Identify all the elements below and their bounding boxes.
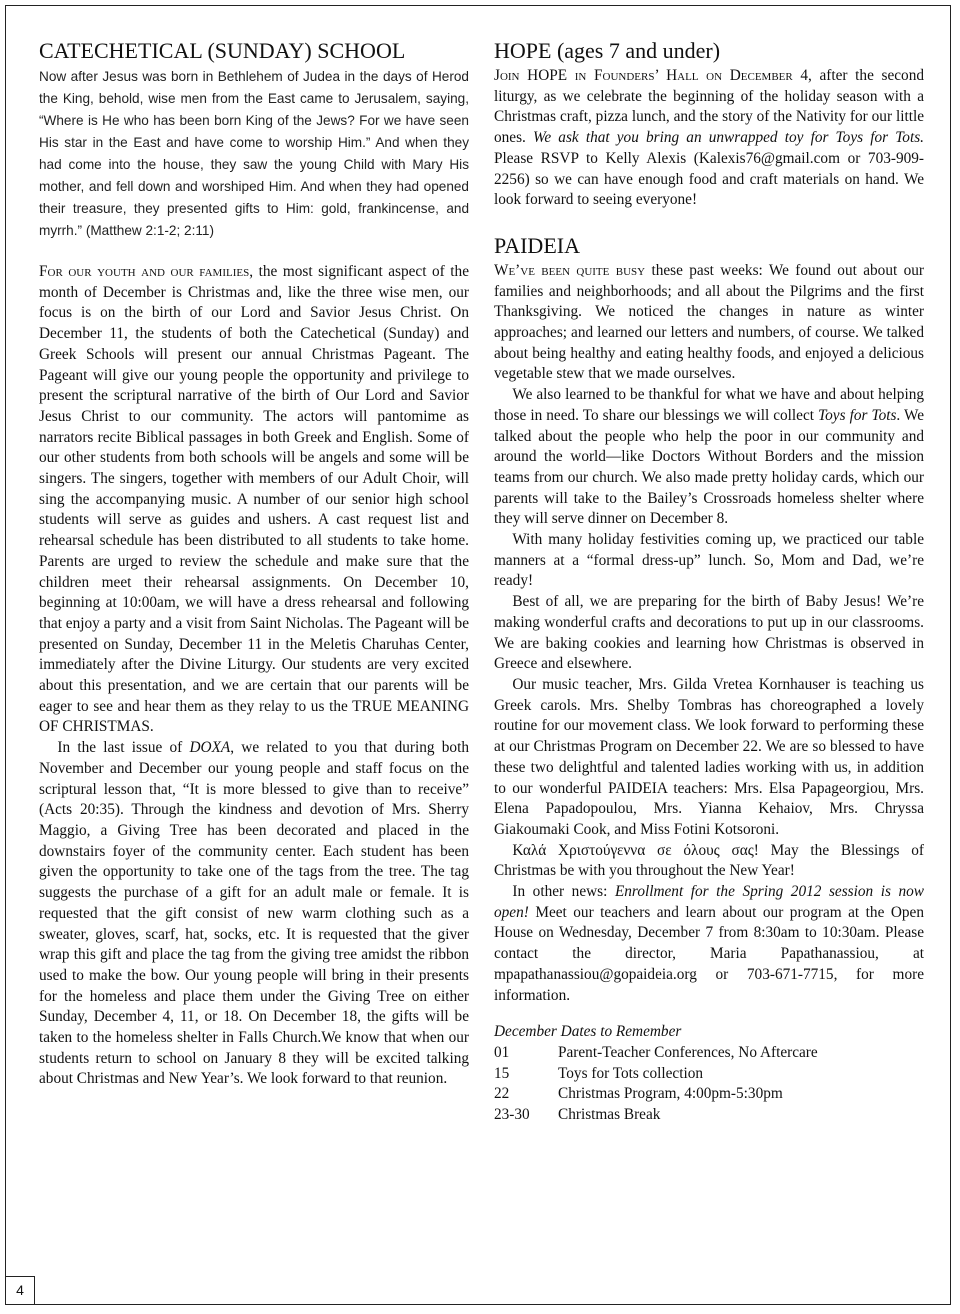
- hope-paragraph: Join HOPE in Founders’ Hall on December 4, after the second liturgy, as we celebrate the beginning of the holiday season with a Christmas craft, pizza lunch, and the story of the Nativity for our little ones. We ask that you bring an unwrapped toy for Toys for Tots. Please RSVP to Kelly Alexis (Kalexis76@gmail.com or 703-909-2256) so we can have enough food and craft materials on hand. We look forward to seeing everyone!: [494, 67, 924, 209]
- paideia-paragraph-1: We’ve been quite busy these past weeks: We found out about our families and neighborhoods; and all about the Pilgrims and the first Thanksgiving. We noticed the changes in nature as winter approaches; and learned our letters and numbers, of course. We talked about being healthy and eating healthy foods, and enjoyed a delicious vegetable stew that we made ourselves.: [494, 261, 924, 383]
- paideia-body: [494, 261, 924, 1006]
- right-column: [494, 38, 924, 1126]
- pageant-paragraph: For our youth and our families, the most significant aspect of the month of December is Christmas and, like the three wise men, our focus is on the birth of our Lord and Savior Jesus Christ. On December 11, the students of both the Catechetical (Sunday) and Greek Schools will present our annual Christmas Pageant. The Pageant will give our young people the opportunity and privilege to present the scriptural narrative of the birth of Our Lord and Savior Jesus Christ to our community. The actors will pantomime as narrators recite Biblical passages in both Greek and English. Some of our other students from both schools will be angels and some will be singers. The singers, together with members of our Adult Choir, will sing the accompanying music. A number of our senior high school students will serve as guides and ushers. A cast request list and rehearsal schedule has been distributed to all students to take home. Parents are urged to review the schedule and make sure that the children meet their rehearsal assignments. On December 10, beginning at 10:00am, we will have a dress rehearsal and following that enjoy a party and a visit from Saint Nicholas. The Pageant will be presented on Sunday, December 11 in the Meletis Charuhas Center, immediately after the Divine Liturgy. Our students are very excited about this presentation, and we are certain that our parents will be eager to see and hear them as they relay to us the TRUE MEANING OF CHRISTMAS.: [39, 263, 469, 736]
- page-number: 4: [5, 1276, 35, 1305]
- doxa-title: DOXA: [189, 739, 231, 757]
- table-row: 15 Toys for Tots collection: [494, 1064, 703, 1082]
- scripture-quote: Now after Jesus was born in Bethlehem of Judea in the days of Herod the King, behold, wise men from the East came to Jerusalem, saying, “Where is He who has been born King of the Jews? For we have seen His star in the East and have come to worship Him.” And when they had come into the house, they saw the young Child with Mary His mother, and fell down and worshiped Him. And when they had opened their treasure, they presented gifts to Him: gold, frankincense, and myrrh.” (Matthew 2:1-2; 2:11): [39, 69, 469, 238]
- table-row: 23-30 Christmas Break: [494, 1106, 661, 1124]
- paideia-heading: PAIDEIA: [494, 232, 580, 258]
- paideia-paragraph-5: Our music teacher, Mrs. Gilda Vretea Kornhauser is teaching us Greek carols. Mrs. Shelby Tombras has choreographed a lovely routine for our movement class. We look forward to performing these at our Christmas Program on December 22. We are so blessed to have these two delightful and talented ladies working with us, in addition to our wonderful PAIDEIA teachers: Mrs. Elsa Papageorgiou, Mrs. Elena Papadopoulou, Mrs. Yianna Kehaiov, Mrs. Chryssa Giakoumaki Cook, and Miss Fotini Kotsoroni.: [494, 675, 924, 838]
- paideia-paragraph-6: Καλά Χριστούγεννα σε όλους σας! May the Blessings of Christmas be with you throughout the New Year!: [494, 841, 924, 880]
- left-column: [39, 38, 469, 1090]
- catechetical-body: [39, 262, 469, 1090]
- paideia-paragraph-7: In other news: Enrollment for the Spring 2012 session is now open! Meet our teachers and learn about our program at the Open House on Wednesday, December 7 from 8:30am to 10:30am. Please contact the director, Maria Papathanassiou, at mpapathanassiou@gopaideia.org or 703-671-7715, for more information.: [494, 883, 925, 1004]
- paideia-paragraph-4: Best of all, we are preparing for the birth of Baby Jesus! We’re making wonderful crafts and decorations to put up in our classrooms. We are baking cookies and learning how Christmas is observed in Greece and elsewhere.: [494, 593, 924, 673]
- dates-title: December Dates to Remember: [494, 1023, 682, 1041]
- table-row: 22 Christmas Program, 4:00pm-5:30pm: [494, 1085, 783, 1103]
- giving-tree-paragraph: In the last issue of DOXA, we related to you that during both November and December our young people and staff focus on the scriptural lesson that, “It is more blessed to give than to receive” (Acts 20:35). Through the kindness and devotion of Mrs. Sherry Maggio, a Giving Tree has been decorated and placed in the downstairs foyer of the community center. Each student has been given the opportunity to take one of the tags from the tree. The tag suggests the purchase of a gift for an adult male or female. It is requested that the gift consist of new warm clothing such as a sweater, gloves, scarf, hat, socks, etc. It is requested that the giver wrap this gift and place the tag from the giving tree amidst the ribbon used to make the bow. Our young people will bring in their presents for the homeless and place them under the Giving Tree on either Sunday, December 4, 11, or 18. On December 18, the gifts will be taken to the homeless shelter in Falls Church.We know that when our students return to school on January 8 they will be excited talking about Christmas and New Year’s. We look forward to that reunion.: [39, 739, 469, 1088]
- paideia-paragraph-2: We also learned to be thankful for what we have and about helping those in need. To share our blessings we will collect Toys for Tots. We talked about the people who help the poor in our community and around the world—like Doctors Without Borders and the mission teams from our church. We also made pretty holiday cards, which our parents will take to the Bailey’s Crossroads homeless shelter where they will serve dinner on December 8.: [494, 386, 925, 528]
- table-row: 01 Parent-Teacher Conferences, No Aftercare: [494, 1043, 818, 1061]
- hope-heading: HOPE (ages 7 and under): [494, 38, 721, 63]
- dates-table: [494, 1043, 818, 1126]
- paideia-paragraph-3: With many holiday festivities coming up, we practiced our table manners at a “formal dress-up” lunch. So, Mom and Dad, we’re ready!: [494, 531, 924, 590]
- catechetical-heading: CATECHETICAL (SUNDAY) SCHOOL: [39, 38, 406, 63]
